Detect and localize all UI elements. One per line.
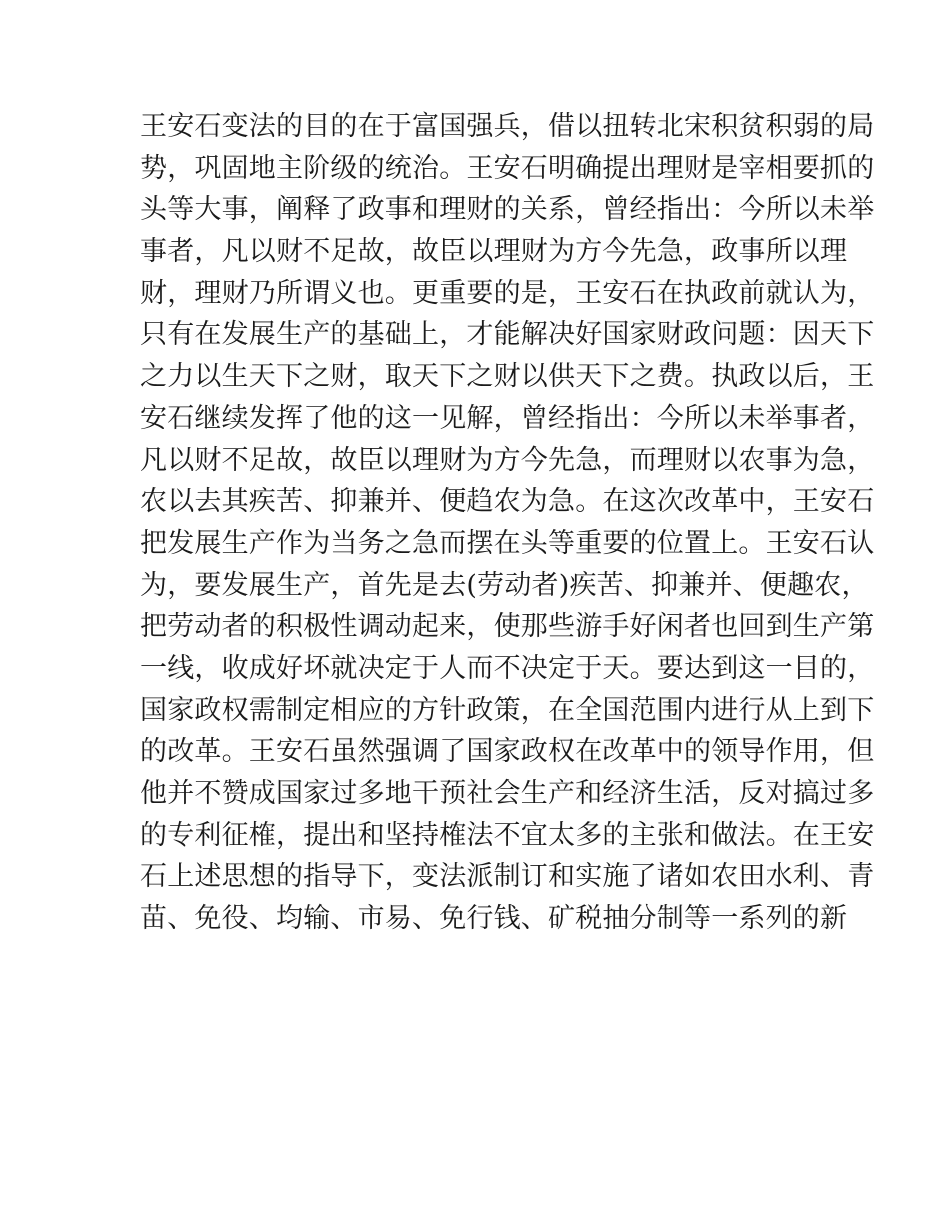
text-line: 头等大事，阐释了政事和理财的关系，曾经指出：今所以未举 bbox=[140, 194, 875, 226]
text-line: 把劳动者的积极性调动起来，使那些游手好闲者也回到生产第 bbox=[140, 611, 875, 643]
text-line: 国家政权需制定相应的方针政策，在全国范围内进行从上到下 bbox=[140, 694, 875, 726]
text-line: 安石继续发挥了他的这一见解，曾经指出：今所以未举事者， bbox=[140, 402, 875, 434]
text-line: 石上述思想的指导下，变法派制订和实施了诸如农田水利、青 bbox=[140, 861, 875, 893]
text-line: 他并不赞成国家过多地干预社会生产和经济生活，反对搞过多 bbox=[140, 778, 875, 809]
text-line: 凡以财不足故，故臣以理财为方今先急，而理财以农事为急， bbox=[140, 444, 875, 476]
body-paragraph bbox=[140, 106, 875, 940]
text-line: 把发展生产作为当务之急而摆在头等重要的位置上。王安石认 bbox=[140, 527, 875, 559]
text-line: 一线，收成好坏就决定于人而不决定于天。要达到这一目的， bbox=[140, 652, 875, 684]
text-line: 事者，凡以财不足故，故臣以理财为方今先急，政事所以理 bbox=[140, 236, 848, 268]
text-line: 财，理财乃所谓义也。更重要的是，王安石在执政前就认为， bbox=[140, 277, 875, 309]
text-line: 的专利征榷，提出和坚持榷法不宜太多的主张和做法。在王安 bbox=[140, 819, 875, 851]
text-line: 农以去其疾苦、抑兼并、便趋农为急。在这次改革中，王安石 bbox=[140, 486, 875, 518]
text-line: 苗、免役、均输、市易、免行钱、矿税抽分制等一系列的新 bbox=[140, 903, 848, 935]
text-line: 只有在发展生产的基础上，才能解决好国家财政问题：因天下 bbox=[140, 319, 875, 351]
text-line: 势，巩固地主阶级的统治。王安石明确提出理财是宰相要抓的 bbox=[140, 152, 875, 184]
text-line: 之力以生天下之财，取天下之财以供天下之费。执政以后，王 bbox=[140, 361, 875, 393]
text-line: 的改革。王安石虽然强调了国家政权在改革中的领导作用，但 bbox=[140, 736, 875, 768]
text-line: 王安石变法的目的在于富国强兵，借以扭转北宋积贫积弱的局 bbox=[140, 111, 875, 142]
text-line: 为，要发展生产，首先是去(劳动者)疾苦、抑兼并、便趣农， bbox=[140, 569, 869, 601]
